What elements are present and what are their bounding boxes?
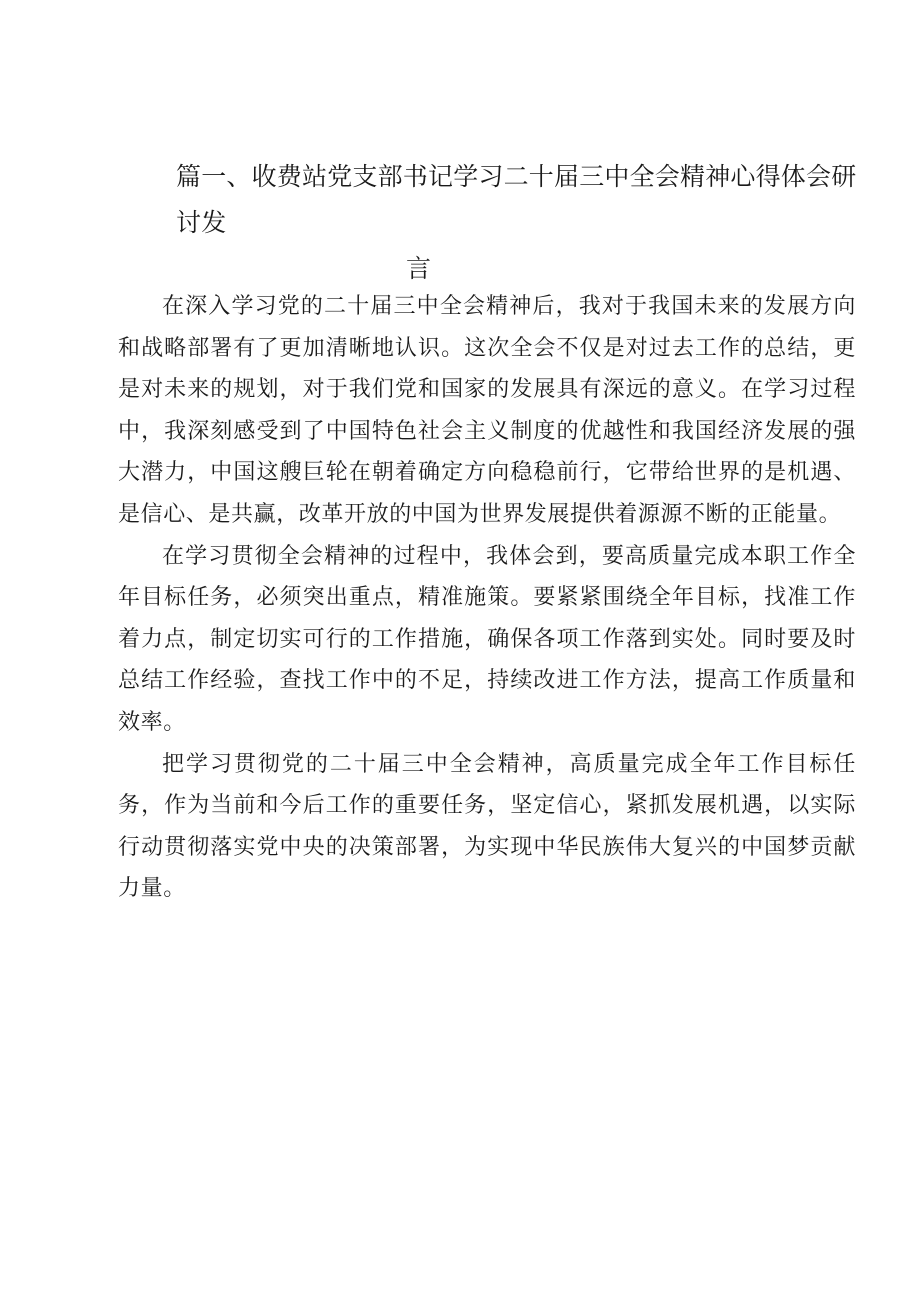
paragraph-1: 在深入学习党的二十届三中全会精神后，我对于我国未来的发展方向和战略部署有了更加清晰地认识。这次全会不仅是对过去工作的总结，更是对未来的规划，对于我们党和国家的发展具有深远的意义。在学习过程中，我深刻感受到了中国特色社会主义制度的优越性和我国经济发展的强大潜力，中国这艘巨轮在朝着确定方向稳稳前行，它带给世界的是机遇、是信心、是共赢，改革开放的中国为世界发展提供着源源不断的正能量。 — [118, 294, 856, 527]
paragraph-3: 把学习贯彻党的二十届三中全会精神，高质量完成全年工作目标任务，作为当前和今后工作的重要任务，坚定信心，紧抓发展机遇，以实际行动贯彻落实党中央的决策部署，为实现中华民族伟大复兴的中国梦贡献力量。 — [118, 751, 856, 902]
paragraph-2: 在学习贯彻全会精神的过程中，我体会到，要高质量完成本职工作全年目标任务，必须突出重点，精准施策。要紧紧围绕全年目标，找准工作着力点，制定切实可行的工作措施，确保各项工作落到实处。同时要及时总结工作经验，查找工作中的不足，持续改进工作方法，提高工作质量和效率。 — [118, 543, 856, 735]
document-title — [176, 154, 866, 292]
document-body — [118, 286, 856, 910]
title-line-1: 篇一、收费站党支部书记学习二十届三中全会精神心得体会研讨发 — [176, 162, 857, 237]
title-line-2: 言 — [406, 254, 432, 283]
